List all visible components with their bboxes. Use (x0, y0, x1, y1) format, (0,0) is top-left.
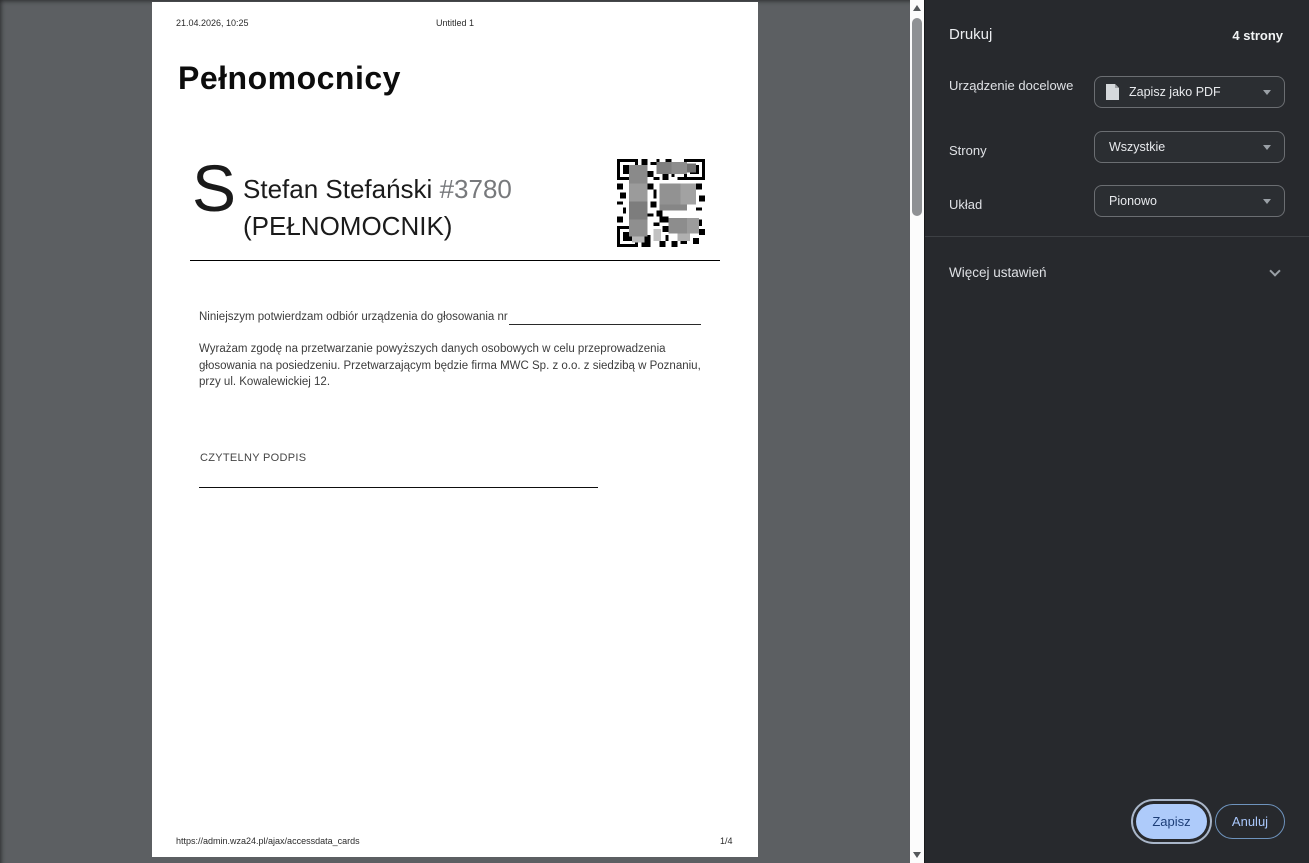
print-header-doc-name: Untitled 1 (435, 18, 475, 28)
layout-value: Pionowo (1109, 194, 1157, 208)
caret-down-icon (1263, 145, 1271, 150)
chevron-down-icon (1269, 265, 1280, 276)
card-divider-line (190, 260, 720, 261)
layout-label: Układ (949, 197, 983, 212)
destination-label: Urządzenie docelowe (949, 78, 1074, 93)
qr-code (617, 159, 705, 247)
print-dialog (924, 0, 1309, 863)
document-page (152, 2, 758, 857)
consent-text: Wyrażam zgodę na przetwarzanie powyższych danych osobowych w celu przeprowadzenia głosowania na posiedzeniu. Przetwarzającym będzie firma MWC Sp. z o.o. z siedzibą w Poznaniu, przy ul. Kowalewickiej 12. (199, 343, 701, 388)
signature-line (199, 472, 598, 488)
dialog-title: Drukuj (949, 26, 993, 43)
pdf-file-icon (1106, 84, 1119, 100)
caret-down-icon (1263, 199, 1271, 204)
preview-scrollbar[interactable] (910, 0, 924, 863)
confirmation-text: Niniejszym potwierdzam odbiór urządzenia do głosowania nr (199, 311, 508, 323)
destination-select[interactable] (1094, 76, 1285, 108)
card-holder-name-text: Stefan Stefański (243, 174, 433, 204)
print-header-date: 21.04.2026, 10:25 (176, 18, 249, 28)
save-button[interactable]: Zapisz (1136, 804, 1207, 839)
card-initial-letter: S (192, 151, 237, 225)
more-settings-toggle[interactable] (925, 255, 1309, 291)
caret-down-icon (1263, 90, 1271, 95)
card-holder-number: #3780 (439, 174, 512, 204)
card-holder-role: (PEŁNOMOCNIK) (243, 211, 453, 241)
scroll-up-arrow-icon[interactable] (913, 5, 921, 11)
pages-value: Wszystkie (1109, 140, 1166, 154)
cancel-button[interactable]: Anuluj (1215, 804, 1285, 839)
print-footer-url: https://admin.wza24.pl/ajax/accessdata_cards (176, 836, 360, 846)
pages-select[interactable] (1094, 131, 1285, 163)
page-title: Pełnomocnicy (178, 60, 401, 96)
scrollbar-thumb[interactable] (912, 18, 922, 216)
dialog-divider (925, 236, 1309, 237)
print-footer-page-number: 1/4 (720, 836, 733, 846)
card-holder-name (243, 174, 512, 205)
layout-select[interactable] (1094, 185, 1285, 217)
signature-label: CZYTELNY PODPIS (200, 452, 307, 464)
scroll-down-arrow-icon[interactable] (913, 852, 921, 858)
more-settings-label: Więcej ustawień (949, 265, 1047, 280)
device-number-blank-line (509, 311, 701, 325)
page-count: 4 strony (1232, 28, 1283, 43)
pages-label: Strony (949, 143, 987, 158)
destination-value: Zapisz jako PDF (1129, 85, 1221, 99)
